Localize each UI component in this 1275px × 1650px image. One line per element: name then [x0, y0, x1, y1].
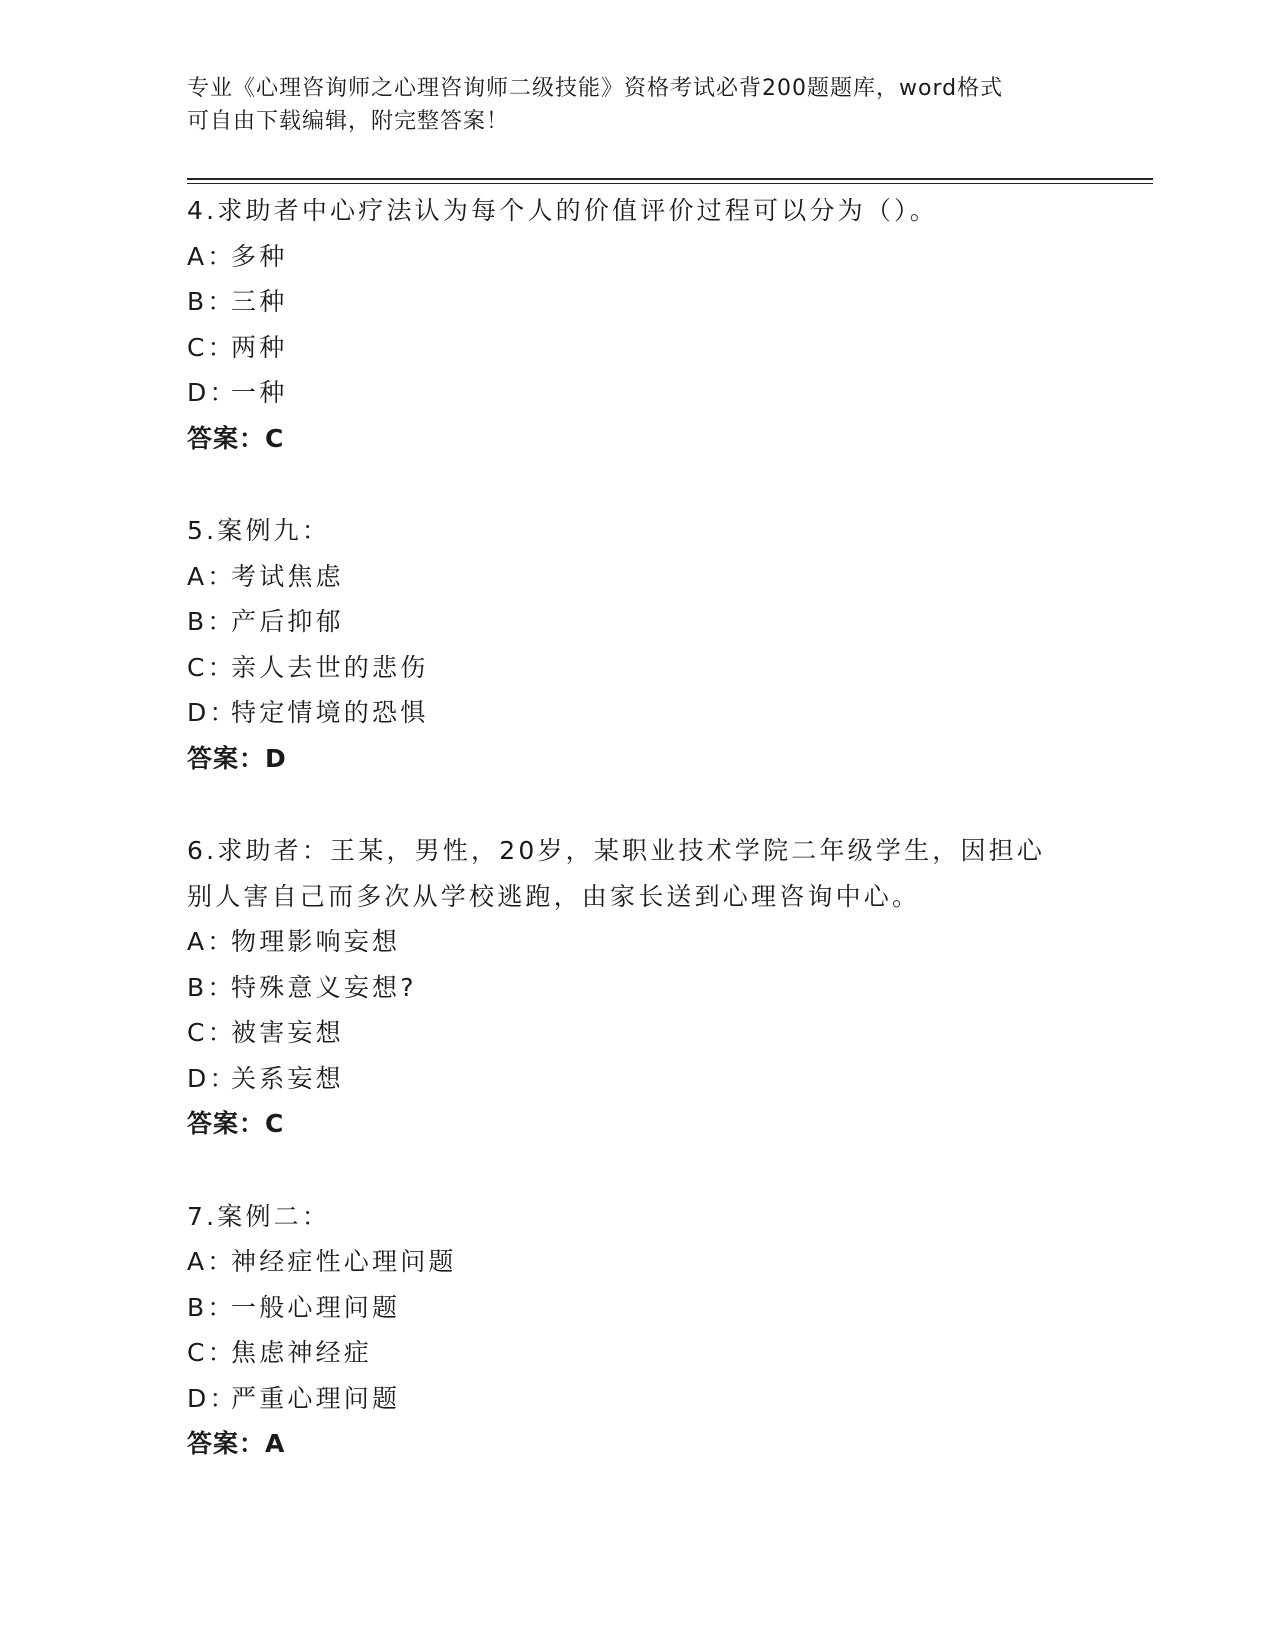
question-block [187, 508, 1087, 781]
answer-option [187, 370, 1087, 416]
option-text: 一般心理问题 [231, 1292, 401, 1322]
answer-key: 答案：A [187, 1429, 286, 1458]
answer-option [187, 234, 1087, 280]
option-letter: D： [187, 1383, 238, 1413]
question-block [187, 828, 1087, 1147]
option-letter: C： [187, 332, 236, 362]
option-letter: C： [187, 1018, 236, 1047]
option-text: 神经症性心理问题 [231, 1247, 457, 1276]
option-letter: A： [187, 1247, 236, 1276]
answer-option [187, 1056, 1087, 1102]
option-letter: A： [187, 927, 236, 956]
option-letter: A： [187, 241, 236, 271]
answer-option [187, 279, 1087, 325]
question-stem: 4.求助者中心疗法认为每个人的价值评价过程可以分为（）。 [187, 196, 938, 225]
document-header [187, 72, 1067, 138]
header-divider-thin [187, 183, 1153, 184]
option-text: 焦虑神经症 [231, 1338, 373, 1367]
option-text: 一种 [231, 378, 288, 407]
option-text: 产后抑郁 [231, 607, 344, 636]
header-divider-thick [187, 178, 1153, 180]
question-block [187, 1194, 1087, 1467]
answer-option [187, 1376, 1087, 1422]
question-block [187, 188, 1087, 461]
option-letter: C： [187, 1338, 236, 1367]
option-text: 三种 [231, 287, 288, 316]
option-text: 考试焦虑 [231, 561, 344, 591]
header-line-1: 专业《心理咨询师之心理咨询师二级技能》资格考试必背200题题库，word格式 [187, 76, 1004, 101]
answer-option [187, 645, 1087, 691]
answer-key: 答案：C [187, 1109, 285, 1138]
option-text: 关系妄想 [231, 1063, 344, 1093]
option-text: 多种 [231, 241, 288, 271]
question-stem: 7.案例二： [187, 1201, 331, 1231]
answer-option [187, 690, 1087, 736]
option-text: 特定情境的恐惧 [231, 698, 429, 727]
answer-option [187, 919, 1087, 965]
answer-option [187, 1010, 1087, 1056]
option-letter: D： [187, 698, 238, 727]
option-letter: B： [187, 1292, 236, 1322]
answer-option [187, 599, 1087, 645]
question-list [187, 188, 1087, 1514]
answer-option [187, 965, 1087, 1011]
option-letter: C： [187, 652, 236, 682]
answer-option [187, 325, 1087, 371]
answer-key: 答案：C [187, 423, 285, 453]
option-text: 被害妄想 [231, 1018, 344, 1047]
question-stem: 5.案例九： [187, 516, 331, 545]
answer-option [187, 1239, 1087, 1285]
option-letter: B： [187, 287, 236, 316]
question-stem: 别人害自己而多次从学校逃跑，由家长送到心理咨询中心。 [187, 881, 921, 911]
option-text: 两种 [231, 332, 288, 362]
option-letter: B： [187, 972, 236, 1002]
answer-option [187, 1285, 1087, 1331]
option-text: 亲人去世的悲伤 [231, 652, 429, 682]
answer-option [187, 1330, 1087, 1376]
option-letter: A： [187, 561, 236, 591]
option-text: 严重心理问题 [231, 1383, 401, 1413]
answer-key: 答案：D [187, 743, 287, 773]
option-text: 物理影响妄想 [231, 927, 401, 956]
option-letter: B： [187, 607, 236, 636]
option-letter: D： [187, 378, 238, 407]
answer-option [187, 554, 1087, 600]
option-text: 特殊意义妄想? [231, 972, 417, 1002]
option-letter: D： [187, 1063, 238, 1093]
question-stem: 6.求助者：王某，男性，20岁，某职业技术学院二年级学生，因担心 [187, 836, 1046, 865]
header-line-2: 可自由下载编辑，附完整答案！ [187, 109, 510, 134]
